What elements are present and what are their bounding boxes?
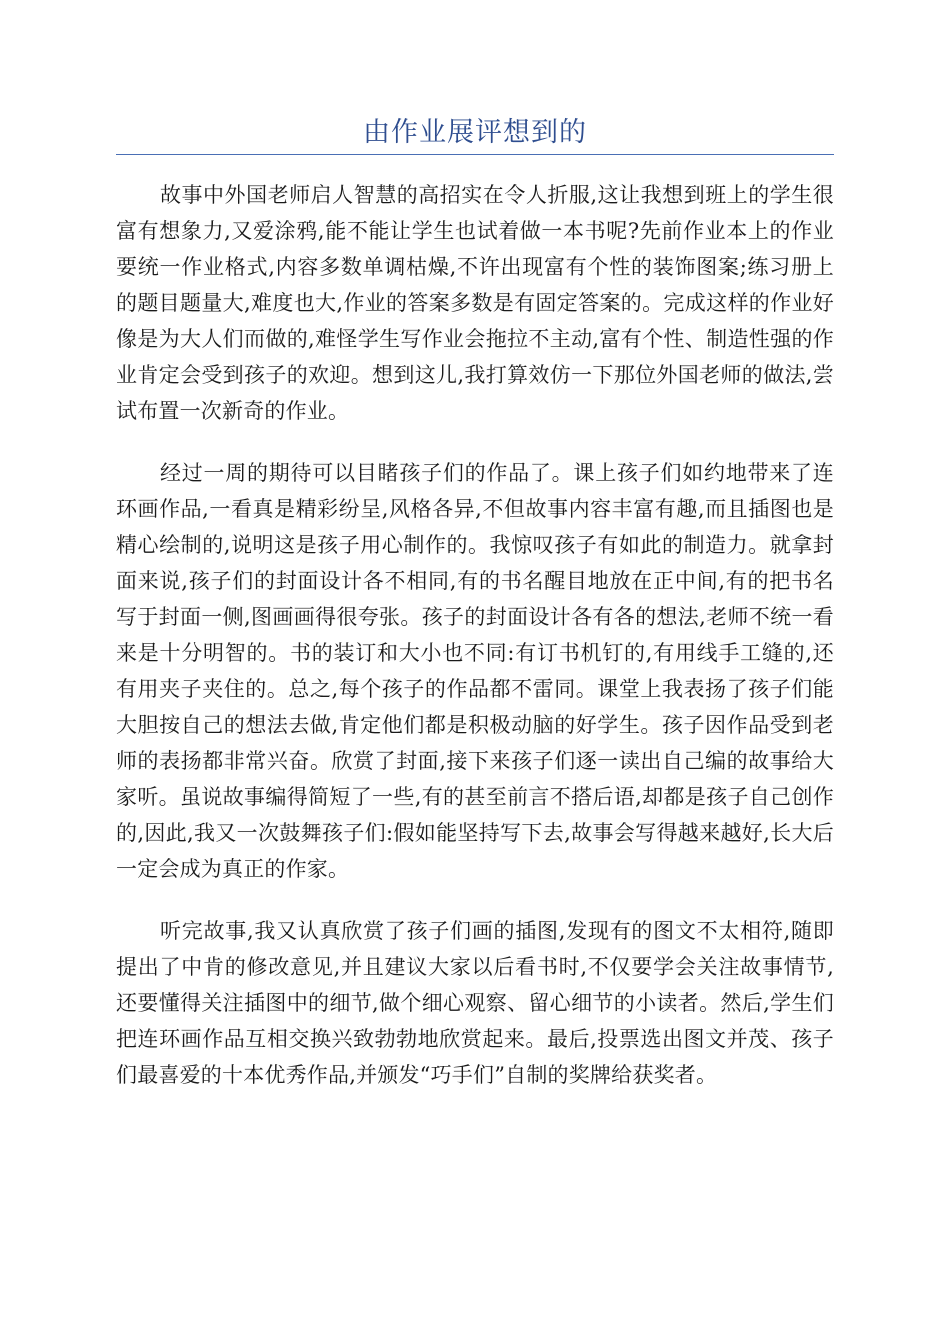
title-underline-divider bbox=[116, 154, 834, 155]
paragraph-1: 故事中外国老师启人智慧的高招实在令人折服,这让我想到班上的学生很富有想象力,又爱涂鸦,能不能让学生也试着做一本书呢?先前作业本上的作业要统一作业格式,内容多数单调枯燥,不许出现富有个性的装饰图案;练习册上的题目题量大,难度也大,作业的答案多数是有固定答案的。完成这样的作业好像是为大人们而做的,难怪学生写作业会拖拉不主动,富有个性、制造性强的作业肯定会受到孩子的欢迎。想到这儿,我打算效仿一下那位外国老师的做法,尝试布置一次新奇的作业。 bbox=[116, 183, 834, 423]
document-page bbox=[116, 112, 834, 1119]
document-title: 由作业展评想到的 bbox=[363, 117, 587, 148]
paragraph-2: 经过一周的期待可以目睹孩子们的作品了。课上孩子们如约地带来了连环画作品,一看真是精彩纷呈,风格各异,不但故事内容丰富有趣,而且插图也是精心绘制的,说明这是孩子用心制作的。我惊叹孩子有如此的制造力。就拿封面来说,孩子们的封面设计各不相同,有的书名醒目地放在正中间,有的把书名写于封面一侧,图画画得很夸张。孩子的封面设计各有各的想法,老师不统一看来是十分明智的。书的装订和大小也不同:有订书机钉的,有用线手工缝的,还有用夹子夹住的。总之,每个孩子的作品都不雷同。课堂上我表扬了孩子们能大胆按自己的想法去做,肯定他们都是积极动脑的好学生。孩子因作品受到老师的表扬都非常兴奋。欣赏了封面,接下来孩子们逐一读出自己编的故事给大家听。虽说故事编得简短了一些,有的甚至前言不搭后语,却都是孩子自己创作的,因此,我又一次鼓舞孩子们:假如能坚持写下去,故事会写得越来越好,长大后一定会成为真正的作家。 bbox=[116, 461, 834, 881]
paragraph-3: 听完故事,我又认真欣赏了孩子们画的插图,发现有的图文不太相符,随即提出了中肯的修改意见,并且建议大家以后看书时,不仅要学会关注故事情节,还要懂得关注插图中的细节,做个细心观察、留心细节的小读者。然后,学生们把连环画作品互相交换兴致勃勃地欣赏起来。最后,投票选出图文并茂、孩子们最喜爱的十本优秀作品,并颁发“巧手们”自制的奖牌给获奖者。 bbox=[116, 919, 834, 1087]
